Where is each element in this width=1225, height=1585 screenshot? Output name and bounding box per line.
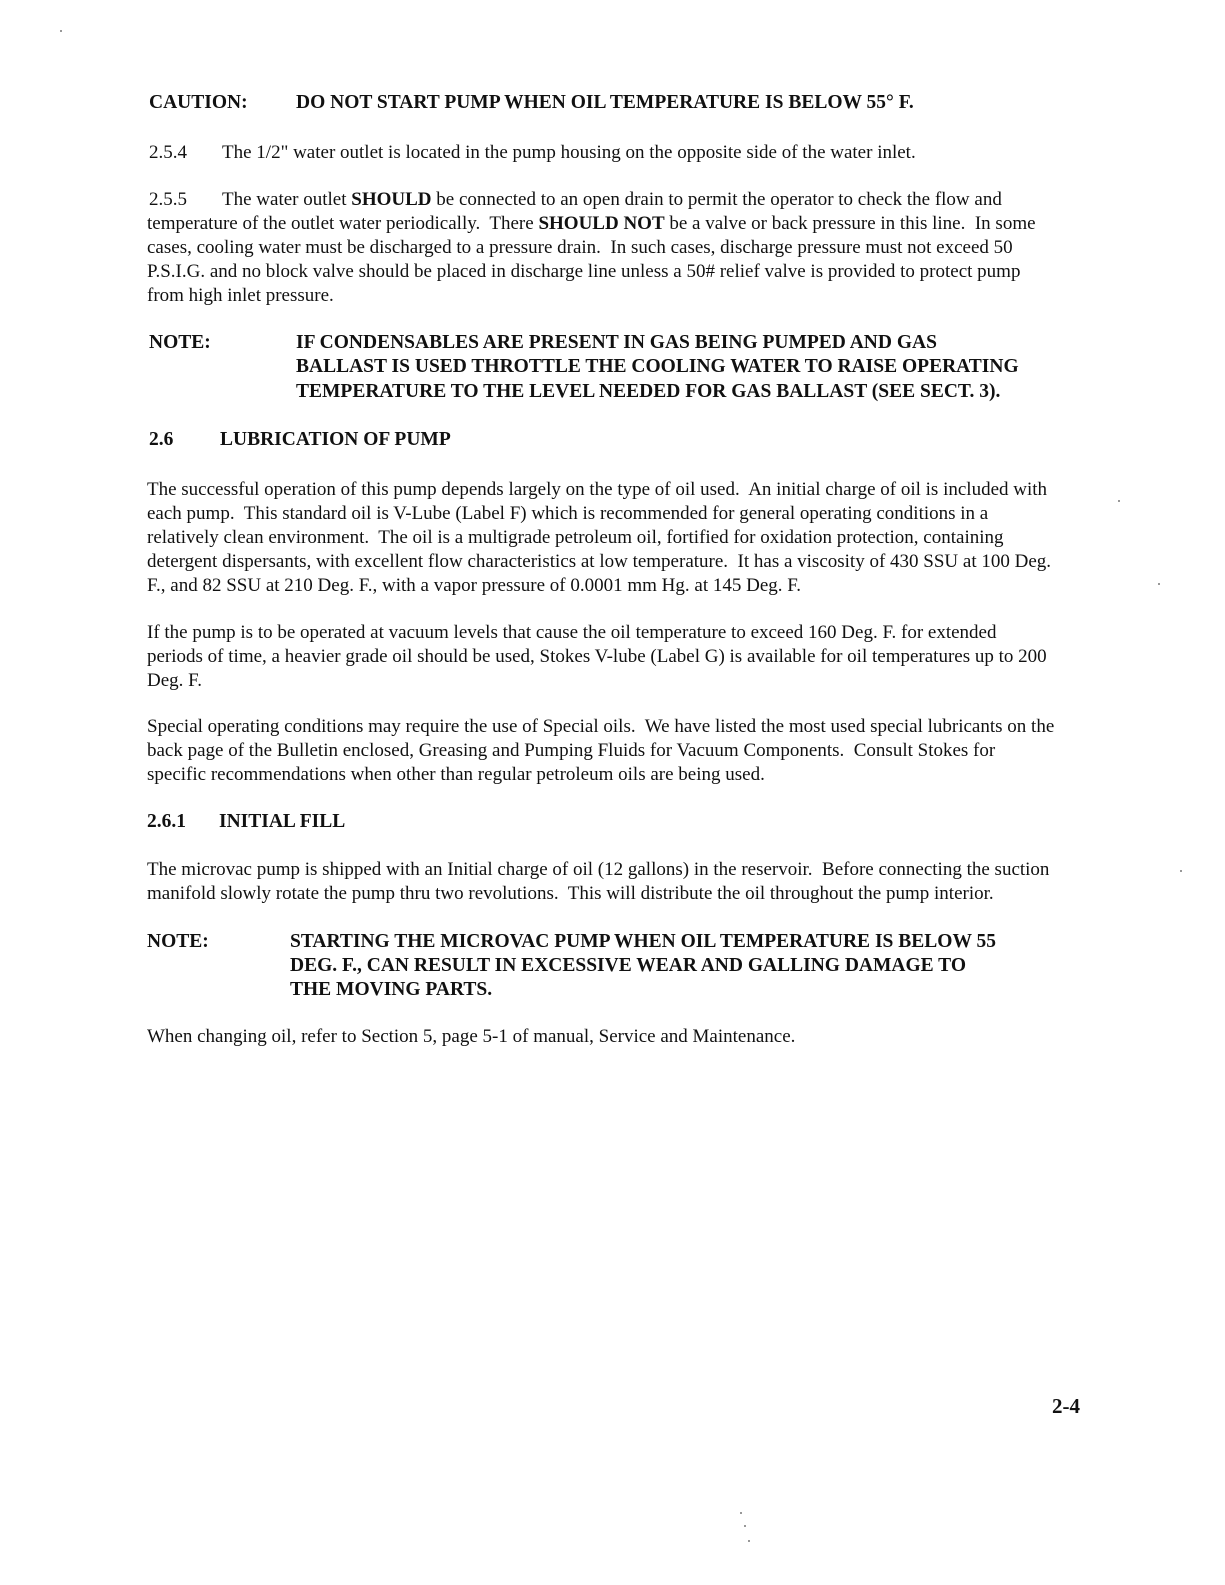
lubrication-para-1-line-4: detergent dispersants, with excellent flow characteristics at low temperature. It has a viscosity of 430 SSU at 100 Deg.	[147, 551, 1052, 572]
scan-speck	[740, 1512, 742, 1514]
lubrication-para-3-line-2: back page of the Bulletin enclosed, Greasing and Pumping Fluids for Vacuum Components. Consult Stokes for	[147, 740, 996, 761]
lubrication-para-2-line-2: periods of time, a heavier grade oil should be used, Stokes V-lube (Label G) is available for oil temperatures up to 200	[147, 646, 1047, 667]
section-2-5-5-line-3: cases, cooling water must be discharged to a pressure drain. In such cases, discharge pressure must not exceed 50	[147, 237, 1013, 258]
page-number: 2-4	[1052, 1394, 1080, 1418]
section-2-5-4-text: The 1/2" water outlet is located in the pump housing on the opposite side of the water inlet.	[222, 142, 916, 163]
scan-speck	[1158, 583, 1160, 585]
scan-speck	[748, 1540, 750, 1542]
note-1-label: NOTE:	[149, 332, 211, 353]
initial-fill-line-2: manifold slowly rotate the pump thru two revolutions. This will distribute the oil throughout the pump interior.	[147, 883, 994, 904]
lubrication-para-1-line-5: F., and 82 SSU at 210 Deg. F., with a vapor pressure of 0.0001 mm Hg. at 145 Deg. F.	[147, 575, 802, 596]
lubrication-para-1-line-1: The successful operation of this pump depends largely on the type of oil used. An initial charge of oil is included with	[147, 479, 1048, 500]
note-2-line-1: STARTING THE MICROVAC PUMP WHEN OIL TEMPERATURE IS BELOW 55	[290, 931, 996, 952]
lubrication-para-1-line-2: each pump. This standard oil is V-Lube (Label F) which is recommended for general operating conditions in a	[147, 503, 989, 524]
caution-text: DO NOT START PUMP WHEN OIL TEMPERATURE IS BELOW 55° F.	[296, 92, 914, 113]
note-2-label: NOTE:	[147, 931, 209, 952]
should-emphasis: SHOULD	[351, 189, 432, 210]
note-2-line-3: THE MOVING PARTS.	[290, 979, 493, 1000]
section-2-5-5-line-4: P.S.I.G. and no block valve should be placed in discharge line unless a 50# relief valve is provided to protect pump	[147, 261, 1021, 282]
section-2-6-number: 2.6	[149, 429, 174, 450]
scan-speck	[744, 1525, 746, 1527]
lubrication-para-1-line-3: relatively clean environment. The oil is a multigrade petroleum oil, fortified for oxidation protection, containing	[147, 527, 1004, 548]
section-2-6-1-number: 2.6.1	[147, 811, 186, 832]
s255-line2-c: be a valve or back pressure in this line. In some	[664, 213, 1036, 234]
initial-fill-line-1: The microvac pump is shipped with an Initial charge of oil (12 gallons) in the reservoir. Before connecting the suction	[147, 859, 1050, 880]
lubrication-para-3-line-1: Special operating conditions may require the use of Special oils. We have listed the most used special lubricants on the	[147, 716, 1055, 737]
should-not-emphasis: SHOULD NOT	[538, 213, 665, 234]
section-2-6-1-title: INITIAL FILL	[219, 811, 346, 832]
closing-line: When changing oil, refer to Section 5, page 5-1 of manual, Service and Maintenance.	[147, 1026, 796, 1047]
note-2-line-2: DEG. F., CAN RESULT IN EXCESSIVE WEAR AND GALLING DAMAGE TO	[290, 955, 966, 976]
section-2-5-4-number: 2.5.4	[149, 142, 187, 163]
scan-speck	[60, 30, 62, 32]
note-1-line-3: TEMPERATURE TO THE LEVEL NEEDED FOR GAS BALLAST (SEE SECT. 3).	[296, 381, 1001, 402]
note-1-line-2: BALLAST IS USED THROTTLE THE COOLING WATER TO RAISE OPERATING	[296, 356, 1019, 377]
section-2-5-5-number: 2.5.5	[149, 189, 187, 210]
lubrication-para-3-line-3: specific recommendations when other than regular petroleum oils are being used.	[147, 764, 765, 785]
lubrication-para-2-line-1: If the pump is to be operated at vacuum levels that cause the oil temperature to exceed 160 Deg. F. for extended	[147, 622, 997, 643]
s255-line1-c: be connected to an open drain to permit the operator to check the flow and	[431, 189, 1002, 210]
section-2-5-5-line-1	[222, 188, 1002, 213]
section-2-5-5-line-5: from high inlet pressure.	[147, 285, 334, 306]
s255-line1-a: The water outlet	[222, 189, 352, 210]
caution-label: CAUTION:	[149, 92, 248, 113]
section-2-5-5-line-2	[147, 212, 1036, 237]
lubrication-para-2-line-3: Deg. F.	[147, 670, 202, 691]
scan-speck	[1118, 500, 1120, 502]
section-2-6-title: LUBRICATION OF PUMP	[220, 429, 451, 450]
scan-speck	[1180, 870, 1182, 872]
s255-line2-a: temperature of the outlet water periodically. There	[147, 213, 539, 234]
note-1-line-1: IF CONDENSABLES ARE PRESENT IN GAS BEING PUMPED AND GAS	[296, 332, 937, 353]
